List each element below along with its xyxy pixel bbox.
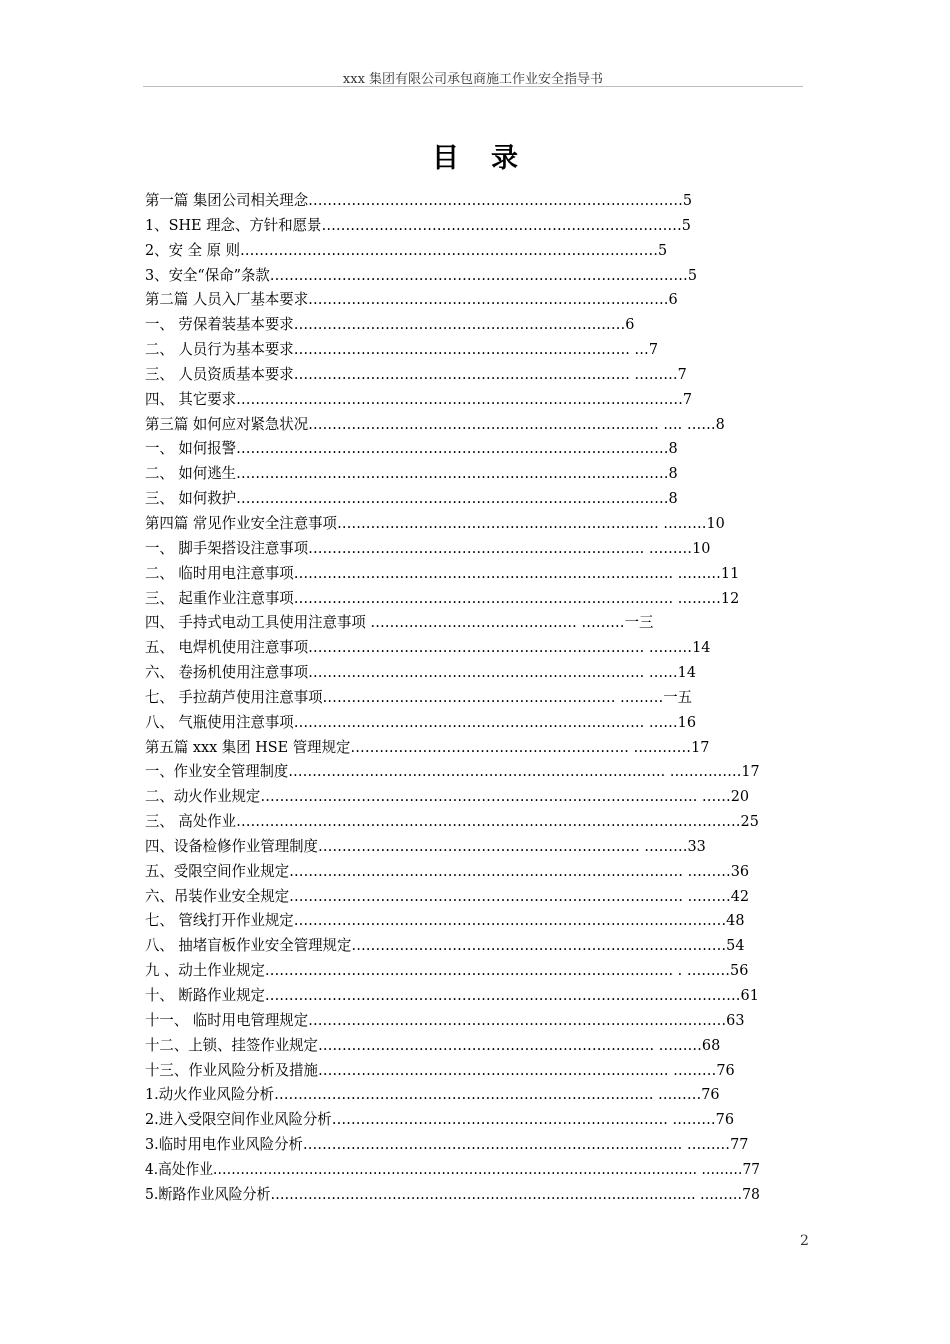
toc-entry: 三、 起重作业注意事项……………………………………………………………………. ………12 bbox=[145, 588, 740, 607]
toc-entry: 四、 其它要求…………………………………………………………………………………7 bbox=[145, 389, 693, 408]
header-rule bbox=[143, 86, 803, 87]
running-header: xxx 集团有限公司承包商施工作业安全指导书 bbox=[342, 72, 604, 87]
toc-entry: 2、安 全 原 则……………………………………………………………………………5 bbox=[145, 240, 668, 259]
toc-entry: 2.进入受限空间作业风险分析……………………………………………………………. ………76 bbox=[145, 1110, 734, 1129]
toc-entry: 九 、动土作业规定…………………………………………………………………………. . ………56 bbox=[145, 961, 749, 980]
toc-entry: 第一篇 集团公司相关理念……………………………………………………………………5 bbox=[145, 191, 693, 209]
toc-entry: 五、受限空间作业规定………………………………………………………………………. ………36 bbox=[145, 861, 750, 880]
page-number: 2 bbox=[800, 1233, 809, 1249]
toc-entry: 一、作业安全管理制度……………………………………………………………………. ……………17 bbox=[145, 762, 760, 781]
toc-entry: 二、 如何逃生………………………………………………………………………………8 bbox=[145, 464, 678, 483]
toc-entry: 三、 人员资质基本要求……………………………………………………………. ………7 bbox=[145, 364, 687, 383]
toc-entry: 十一、 临时用电管理规定……………………………………………………………………………63 bbox=[145, 1010, 745, 1029]
table-of-contents bbox=[145, 188, 785, 1207]
toc-entry: 四、设备检修作业管理制度…………………………………………………………. ………33 bbox=[145, 836, 706, 855]
toc-entry: 四、 手持式电动工具使用注意事项 ……………………………………. ………一三 bbox=[145, 613, 654, 632]
toc-entry: 六、吊装作业安全规定………………………………………………………………………. ………42 bbox=[145, 886, 750, 905]
toc-entry: 一、 劳保着装基本要求……………………………………………………………6 bbox=[145, 315, 635, 334]
toc-entry: 五、 电焊机使用注意事项……………………………………………………………. ………14 bbox=[145, 638, 711, 657]
toc-entry: 三、 如何救护………………………………………………………………………………8 bbox=[145, 489, 678, 508]
toc-entry: 5.断路作业风险分析………………………………………………………………………………. ………78 bbox=[145, 1184, 760, 1203]
toc-entry: 一、 如何报警………………………………………………………………………………8 bbox=[145, 439, 678, 458]
toc-entry: 十、 断路作业规定………………………………………………………………………………………61 bbox=[145, 986, 759, 1004]
toc-entry: 1.动火作业风险分析……………………………………………………………………. ………76 bbox=[145, 1085, 720, 1104]
toc-entry: 八、 抽堵盲板作业安全管理规定……………………………………………………………………54 bbox=[145, 936, 745, 955]
toc-entry: 第三篇 如何应对紧急状况………………………………………………………………. …. ……8 bbox=[145, 414, 725, 433]
toc-entry: 十三、作业风险分析及措施………………………………………………………………. ………76 bbox=[145, 1060, 735, 1079]
toc-entry: 1、SHE 理念、方针和愿景…………………………………………………………………5 bbox=[145, 215, 691, 234]
toc-entry: 二、 人员行为基本要求……………………………………………………………. …7 bbox=[145, 340, 659, 359]
toc-entry: 二、动火作业规定………………………………………………………………………………. ……20 bbox=[145, 787, 750, 806]
toc-entry: 3.临时用电作业风险分析……………………………………………………………………. ………77 bbox=[145, 1135, 749, 1154]
toc-entry: 七、 管线打开作业规定………………………………………………………………………………48 bbox=[145, 911, 745, 930]
toc-entry: 一、 脚手架搭设注意事项……………………………………………………………. ………10 bbox=[145, 538, 711, 557]
toc-entry: 二、 临时用电注意事项……………………………………………………………………. ………11 bbox=[145, 563, 740, 582]
toc-entry: 第二篇 人员入厂基本要求…………………………………………………………………6 bbox=[145, 290, 678, 309]
toc-entry: 十二、上锁、挂签作业规定……………………………………………………………. ………68 bbox=[145, 1035, 721, 1054]
toc-entry: 六、 卷扬机使用注意事项……………………………………………………………. ……14 bbox=[145, 663, 697, 682]
toc-entry: 第五篇 xxx 集团 HSE 管理规定…………………………………………………. …………17 bbox=[145, 737, 710, 756]
toc-title: 目录 bbox=[432, 143, 550, 174]
toc-entry: 4.高处作业……………………………………………………………………………………………. ………77 bbox=[145, 1159, 760, 1178]
toc-entry: 第四篇 常见作业安全注意事项…………………………………………………………. ………10 bbox=[145, 513, 725, 532]
toc-entry: 七、 手拉葫芦使用注意事项……………………………………………………. ………一五 bbox=[145, 687, 693, 706]
toc-entry: 八、 气瓶使用注意事项………………………………………………………………. ……16 bbox=[145, 712, 697, 731]
toc-entry: 三、 高处作业……………………………………………………………………………………………25 bbox=[145, 812, 759, 831]
toc-entry: 3、安全“保命”条款……………………………………………………………………………5 bbox=[145, 265, 697, 284]
